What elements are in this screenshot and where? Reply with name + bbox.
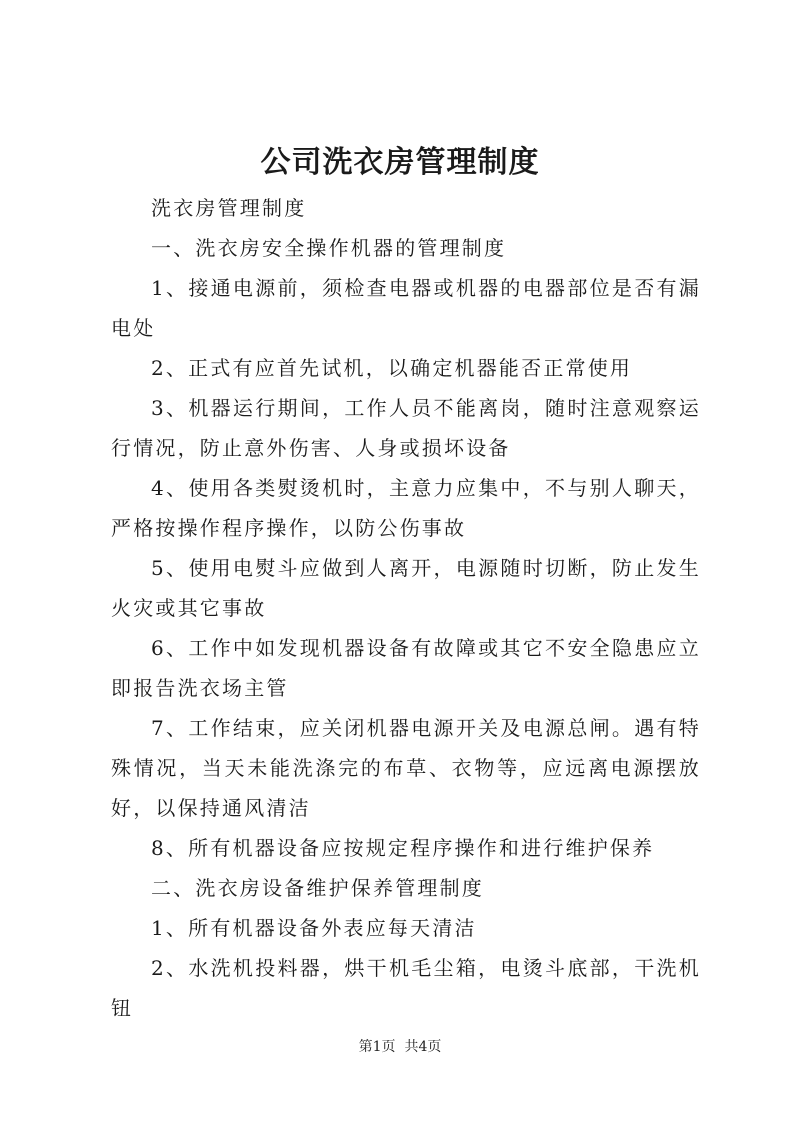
paragraph: 3、机器运行期间，工作人员不能离岗，随时注意观察运行情况，防止意外伤害、人身或损坏设备 (111, 396, 701, 460)
paragraph: 4、使用各类熨烫机时，主意力应集中，不与别人聊天，严格按操作程序操作，以防公伤事故 (111, 476, 701, 540)
paragraph: 一、洗衣房安全操作机器的管理制度 (151, 236, 507, 260)
total-unit: 页 (427, 1039, 442, 1055)
paragraph: 1、接通电源前，须检查电器或机器的电器部位是否有漏电处 (111, 276, 701, 340)
total-label: 共 (404, 1039, 419, 1055)
total-pages: 4 (418, 1039, 428, 1055)
paragraph: 5、使用电熨斗应做到人离开，电源随时切断，防止发生火灾或其它事故 (111, 556, 701, 620)
page-footer (0, 1036, 800, 1058)
paragraph: 6、工作中如发现机器设备有故障或其它不安全隐患应立即报告洗衣场主管 (111, 636, 701, 700)
paragraph: 2、正式有应首先试机，以确定机器能否正常使用 (151, 356, 633, 380)
paragraph: 8、所有机器设备应按规定程序操作和进行维护保养 (151, 836, 655, 860)
paragraph: 1、所有机器设备外表应每天清洁 (151, 916, 477, 940)
paragraph: 2、水洗机投料器，烘干机毛尘箱，电烫斗底部，干洗机钮 (111, 956, 701, 1020)
document-body (111, 188, 701, 1028)
paragraph: 7、工作结束，应关闭机器电源开关及电源总闸。遇有特殊情况，当天未能洗涤完的布草、衣物等，应远离电源摆放好，以保持通风清洁 (111, 716, 701, 820)
paragraph: 二、洗衣房设备维护保养管理制度 (151, 876, 484, 900)
page-label: 第 (358, 1039, 373, 1055)
page-unit: 页 (381, 1039, 396, 1055)
page-title: 公司洗衣房管理制度 (260, 145, 540, 180)
paragraph: 洗衣房管理制度 (151, 196, 307, 220)
page-number: 1 (372, 1039, 382, 1055)
